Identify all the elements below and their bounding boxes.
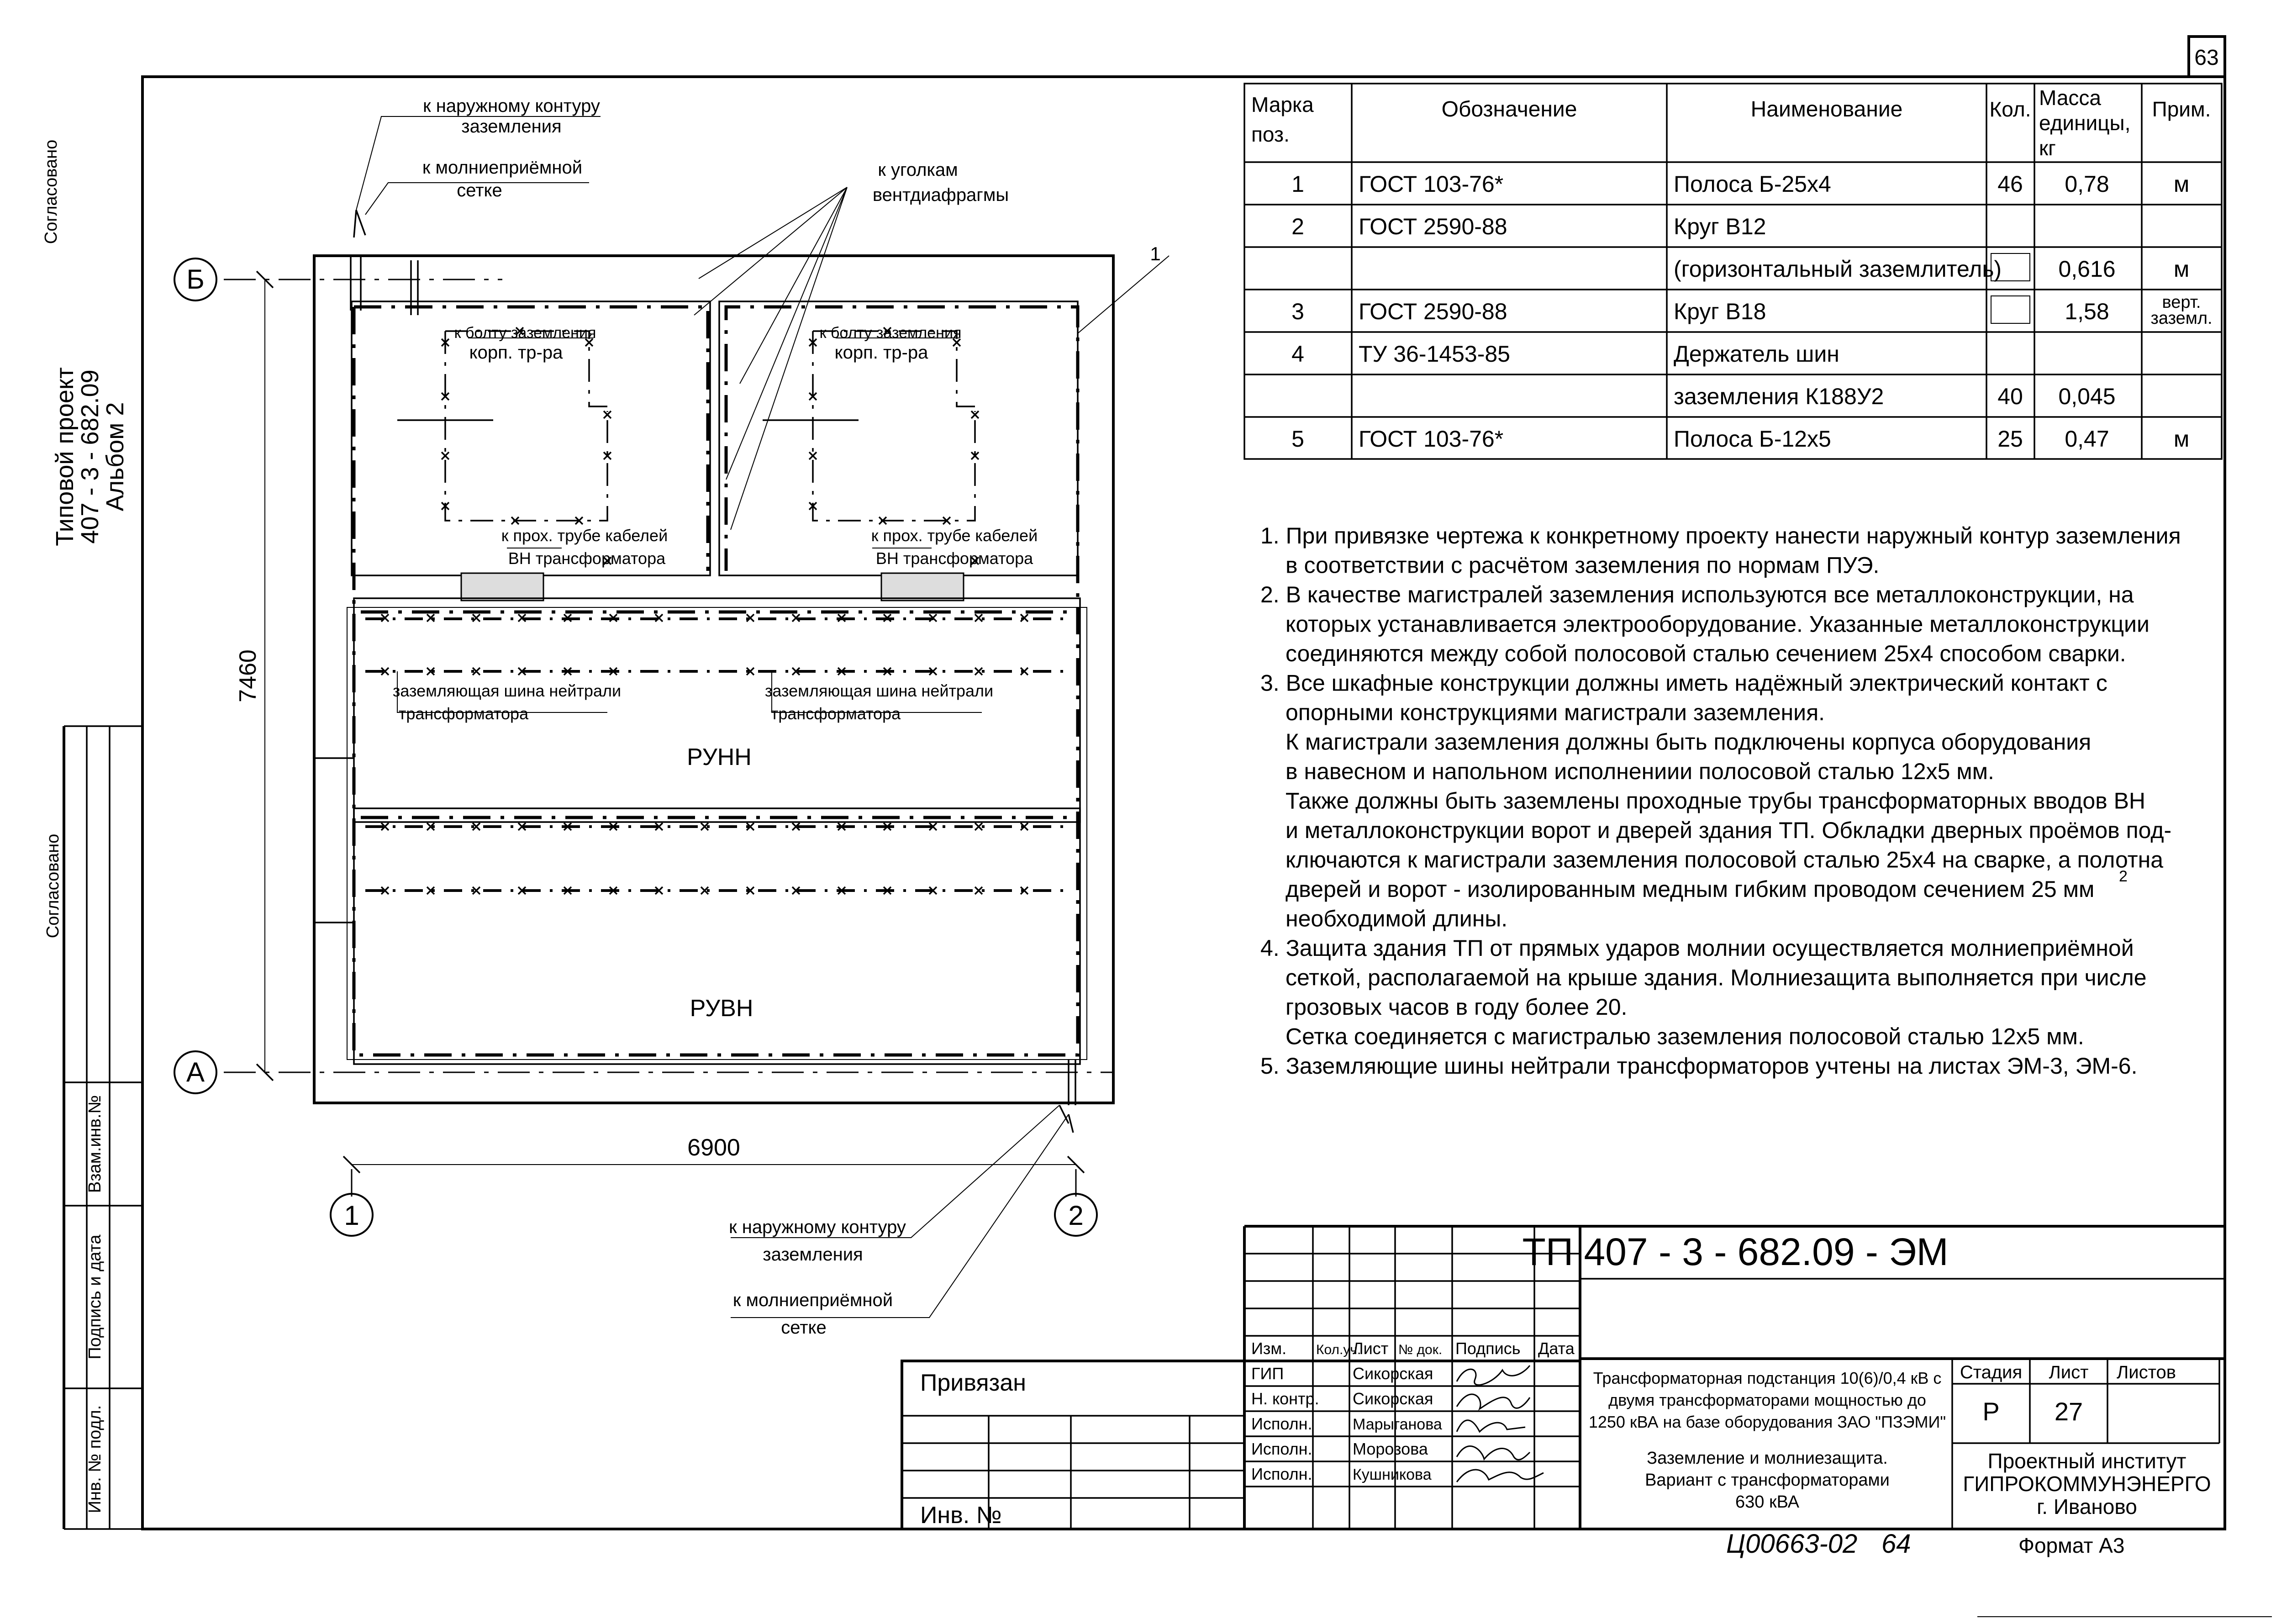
note-line: грозовых часов в году более 20. [1286,994,1628,1020]
spec-cell-mark: 3 [1291,299,1304,324]
note-line: 2. В качестве магистралей заземления используются все металлоконструкции, на [1260,582,2134,607]
spec-cell-mass: 0,78 [2065,171,2109,197]
col-qty: Кол.уч. [1316,1342,1361,1357]
side-agreed-mid: Согласовано [43,833,63,939]
role-1: ГИП [1251,1364,1284,1383]
to-outer-loop-top-2: заземления [461,116,562,137]
building-outline [314,256,1113,1103]
spec-cell-designation: ГОСТ 103-76* [1359,426,1504,452]
note-line: сеткой, располагаемой на крыше здания. Молниезащита выполняется при числе [1286,965,2147,991]
org-line-2: ГИПРОКОММУНЭНЕРГО [1963,1472,2211,1496]
cable-pit-1 [461,573,543,601]
sheet-value: 27 [2054,1397,2083,1426]
sheet-label: Лист [2049,1362,2089,1382]
note-line: Сетка соединяется с магистралью заземления полосовой сталью 12х5 мм. [1286,1023,2084,1049]
name-4: Морозова [1353,1439,1428,1458]
handwritten-inventory: Ц00663-02 [1726,1529,1858,1559]
side-agreed-top: Согласовано [42,139,61,244]
spec-cell-mark: 2 [1291,214,1304,239]
spec-cell-name: Круг В18 [1674,299,1766,324]
spec-cell-name: Держатель шин [1674,341,1839,367]
project-desc-line: двумя трансформаторами мощностью до [1608,1391,1926,1409]
spec-cell-qty: 46 [1997,171,2023,197]
spec-cell-note: верт. [2162,293,2201,312]
spec-h-qty: Кол. [1989,97,2031,121]
spec-cell-mass: 0,616 [2058,256,2116,282]
spec-cell-mark: 4 [1291,341,1304,367]
to-bolt-2b: корп. тр-ра [834,343,928,363]
role-5: Исполн. [1251,1465,1312,1483]
notes-block [1260,523,2181,1079]
sheet-description [1645,1449,1890,1512]
spec-cell-designation: ГОСТ 2590-88 [1359,299,1507,324]
mark-1: 1 [1150,243,1161,264]
col-sheet: Лист [1353,1339,1389,1358]
to-pipe-2a: к прох. трубе кабелей [871,526,1038,545]
spec-h-mark-1: Марка [1251,93,1314,116]
to-vent-2: вентдиафрагмы [872,185,1009,205]
col-change: Изм. [1251,1339,1287,1358]
spec-h-mass-2: единицы, [2039,111,2131,135]
side-inv-orig: Инв. № подл. [85,1405,105,1513]
note-line: соединяются между собой полосовой сталью сечением 25х4 способом сварки. [1286,641,2126,666]
side-sign-date: Подпись и дата [85,1234,105,1360]
neutral-bus-1b: трансформатора [398,704,529,723]
note-line: 3. Все шкафные конструкции должны иметь надёжный электрический контакт с [1260,670,2107,696]
name-2: Сикорская [1353,1389,1433,1408]
to-lightning-top-2: сетке [457,180,502,200]
spec-cell-name: Полоса Б-12х5 [1674,426,1831,452]
project-desc-line: 1250 кВА на базе оборудования ЗАО "ПЗЭМИ" [1588,1413,1946,1431]
note-line: которых устанавливается электрооборудование. Указанные металлоконструкции [1286,611,2150,637]
role-3: Исполн. [1251,1414,1312,1433]
note-line: К магистрали заземления должны быть подключены корпуса оборудования [1286,729,2092,755]
bottom-outer-2: заземления [763,1244,863,1265]
spec-cell-designation: ГОСТ 103-76* [1359,171,1504,197]
room-lv-label: РУНН [687,744,752,770]
stage-label: Стадия [1960,1362,2023,1382]
spec-cell-designation: ГОСТ 2590-88 [1359,214,1507,239]
note-line: 5. Заземляющие шины нейтрали трансформаторов учтены на листах ЭМ-3, ЭМ-6. [1260,1053,2138,1079]
to-pipe-1b: ВН трансформатора [508,549,666,568]
axis-2-label: 2 [1068,1200,1084,1231]
to-bolt-1a: к болту заземления [454,324,596,342]
paper-format: Формат А3 [2018,1534,2125,1557]
spec-h-mass-3: кг [2039,136,2056,160]
spec-table-rows [1291,171,2212,452]
bottom-lightning-2: сетке [781,1318,827,1338]
bound-label: Привязан [920,1370,1027,1396]
role-2: Н. контр. [1251,1389,1319,1408]
axis-b-label: Б [186,264,205,295]
side-project-line2: 407 - 3 - 682.09 [76,369,104,544]
hv-switchgear-room [354,808,1080,1064]
spec-h-mark-2: поз. [1251,122,1290,146]
neutral-bus-1a: заземляющая шина нейтрали [392,681,622,700]
spec-cell-mass: 0,47 [2065,426,2109,452]
spec-cell-designation: ТУ 36-1453-85 [1359,341,1510,367]
cable-pit-2 [881,573,964,601]
note-superscript: 2 [2119,868,2128,885]
dim-height: 7460 [235,649,261,702]
grounding-main-loop [354,307,1078,1055]
spec-cell-name: заземления К188У2 [1674,384,1884,409]
spec-cell-qty: 25 [1997,426,2023,452]
role-4: Исполн. [1251,1439,1312,1458]
note-line: 1. При привязке чертежа к конкретному проекту нанести наружный контур заземления [1260,523,2181,548]
note-line: в навесном и напольном исполнениии полосовой сталью 12х5 мм. [1286,759,1994,784]
spec-h-note: Прим. [2152,97,2211,121]
to-vent-1: к уголкам [878,160,958,180]
spec-cell-note: м [2173,256,2190,282]
spec-cell-qty: 40 [1997,384,2023,409]
spec-cell-note: м [2173,171,2190,197]
side-project-line3: Альбом 2 [101,402,129,511]
room-hv-label: РУВН [690,995,753,1022]
name-3: Марыганова [1353,1416,1442,1433]
neutral-bus-2b: трансформатора [770,704,901,723]
note-line: опорными конструкциями магистрали заземления. [1286,700,1825,725]
project-description [1589,1369,1946,1431]
name-5: Кушникова [1353,1466,1432,1483]
spec-cell-note-cont: заземл. [2150,309,2213,328]
col-sign: Подпись [1455,1339,1521,1358]
spec-cell-note: м [2173,426,2190,452]
bottom-outer-1: к наружному контуру [729,1217,906,1237]
col-date: Дата [1538,1339,1575,1358]
to-outer-loop-top-1: к наружному контуру [423,96,600,116]
axis-a-label: А [186,1057,205,1087]
side-project-line1: Типовой проект [51,367,79,546]
col-doc: № док. [1398,1342,1443,1357]
spec-cell-name: Круг В12 [1674,214,1766,239]
page-number: 63 [2194,46,2219,70]
sheet-desc-line: Заземление и молниезащита. [1647,1449,1888,1468]
spec-cell-mass: 1,58 [2065,299,2109,324]
spec-cell-name: (горизонтальный заземлитель) [1674,256,2002,282]
spec-h-mass-1: Масса [2039,86,2102,110]
side-inv-replace: Взам.инв.№ [85,1095,105,1193]
to-pipe-2b: ВН трансформатора [875,549,1033,568]
stage-value: Р [1982,1397,2000,1426]
neutral-bus-2a: заземляющая шина нейтрали [764,681,994,700]
document-code: ТП 407 - 3 - 682.09 - ЭМ [1522,1230,1949,1273]
note-line: в соответствии с расчётом заземления по нормам ПУЭ. [1286,552,1880,578]
org-line-1: Проектный институт [1987,1449,2186,1473]
handwritten-number: 64 [1881,1529,1911,1559]
sheet-desc-line: Вариант с трансформаторами [1645,1471,1890,1490]
spec-cell-mass: 0,045 [2058,384,2116,409]
spec-h-designation: Обозначение [1441,97,1577,121]
spec-cell-mark: 1 [1291,171,1304,197]
to-lightning-top-1: к молниеприёмной [422,158,583,178]
inv-no-label: Инв. № [920,1502,1002,1529]
to-pipe-1a: к прох. трубе кабелей [501,526,668,545]
note-line: необходимой длины. [1286,906,1508,932]
note-line: дверей и ворот - изолированным медным гибким проводом сечением 25 мм [1286,876,2095,902]
to-bolt-2a: к болту заземления [819,324,962,342]
sheet-desc-line: 630 кВА [1735,1492,1800,1512]
axis-1-label: 1 [344,1200,359,1231]
project-desc-line: Трансформаторная подстанция 10(6)/0,4 кВ с [1593,1369,1942,1387]
signatures [1457,1366,1544,1482]
spec-cell-name: Полоса Б-25х4 [1674,171,1831,197]
spec-cell-mark: 5 [1291,426,1304,452]
note-line: Также должны быть заземлены проходные трубы трансформаторных вводов ВН [1286,788,2146,814]
bottom-lightning-1: к молниеприёмной [732,1290,893,1310]
spec-h-name: Наименование [1750,97,1903,121]
note-line: 4. Защита здания ТП от прямых ударов молнии осуществляется молниеприёмной [1260,935,2134,961]
floor-plan [314,256,1113,1105]
sheets-label: Листов [2117,1362,2176,1382]
note-line: ключаются к магистрали заземления полосовой сталью 25х4 на сварке, а полотна [1286,847,2164,873]
name-1: Сикорская [1353,1364,1433,1383]
org-line-3: г. Иваново [2037,1495,2137,1519]
note-line: и металлоконструкции ворот и дверей здания ТП. Обкладки дверных проёмов под- [1286,817,2172,843]
dim-width: 6900 [687,1134,740,1161]
to-bolt-1b: корп. тр-ра [469,343,563,363]
